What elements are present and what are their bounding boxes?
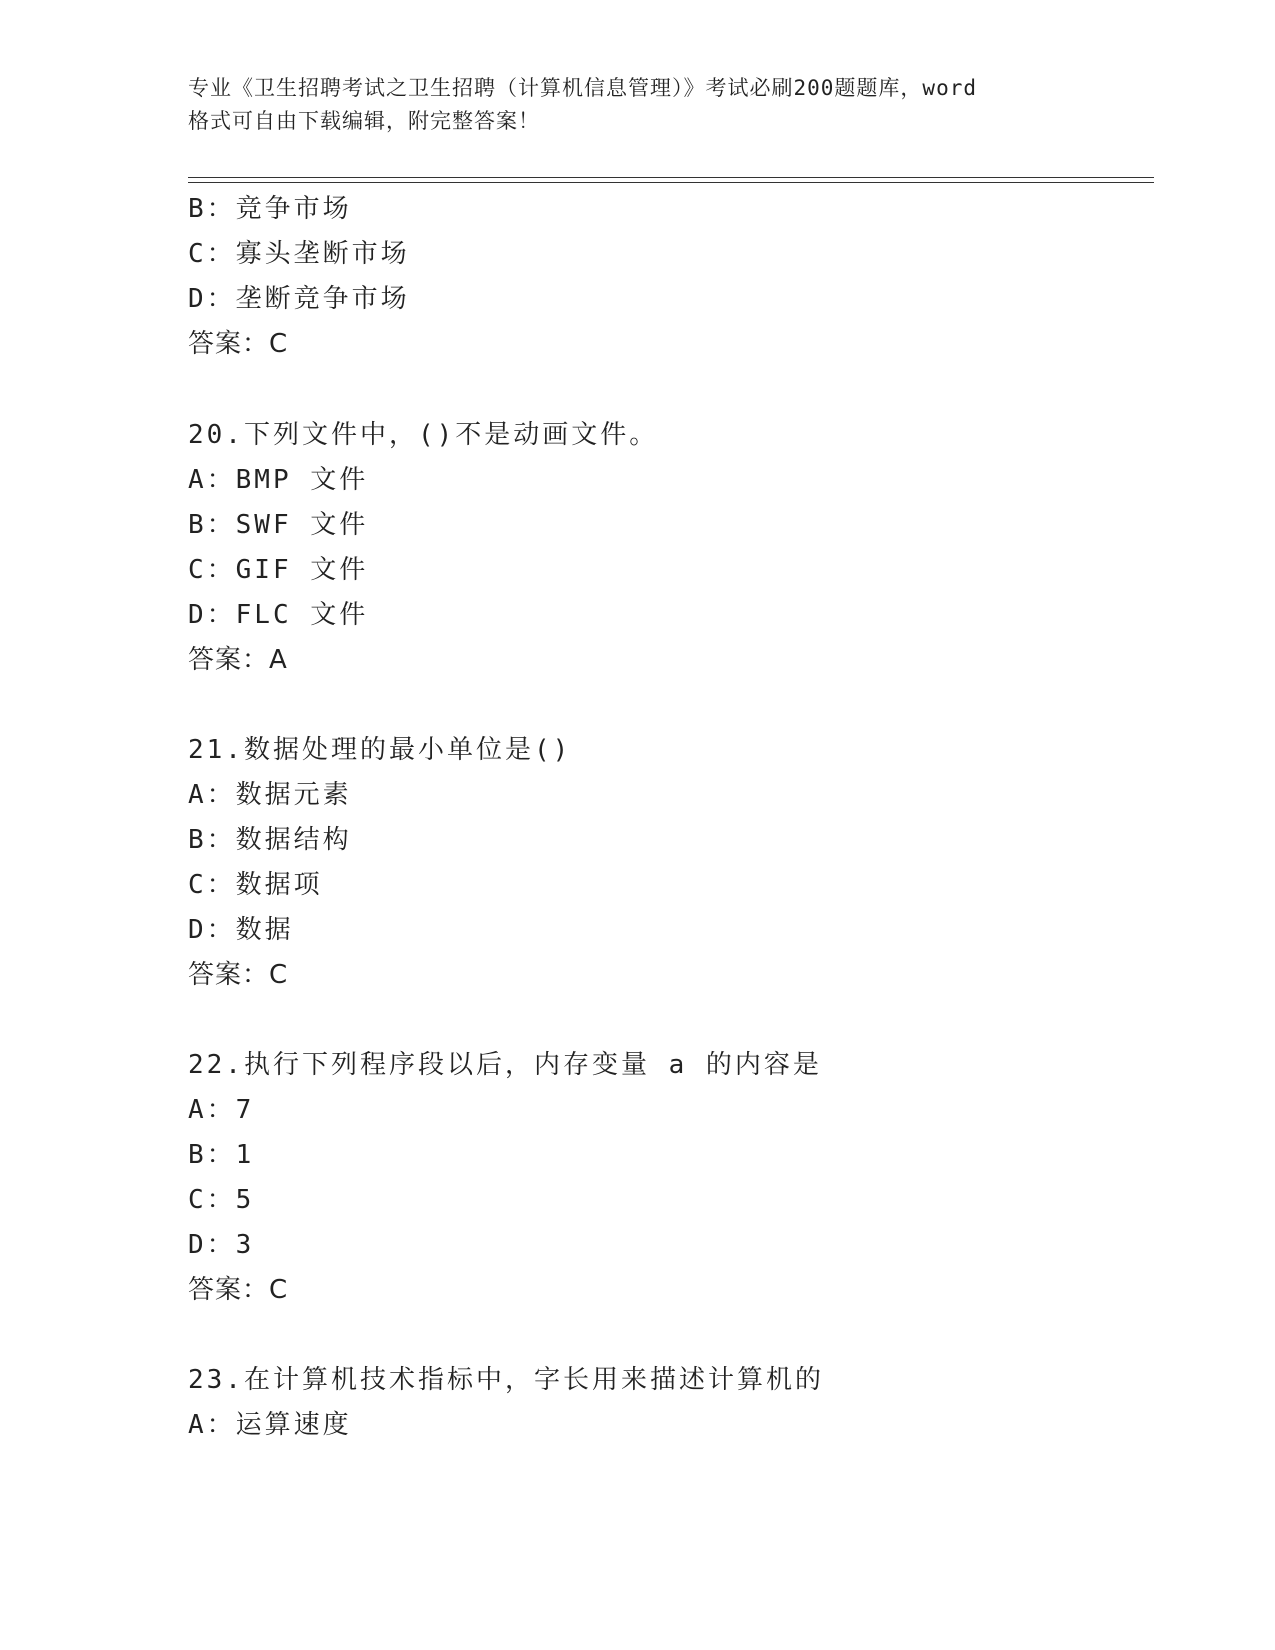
header-divider-top: [188, 177, 1154, 178]
question-21-option-b: B：数据结构: [188, 825, 352, 855]
question-22-option-a: A：7: [188, 1095, 255, 1125]
question-20-option-d: D：FLC 文件: [188, 600, 369, 630]
question-20-text: 20.下列文件中，()不是动画文件。: [188, 420, 659, 450]
question-20-option-a: A：BMP 文件: [188, 465, 369, 495]
question-22-answer: 答案：C: [188, 1275, 289, 1305]
document-header: [188, 72, 1088, 138]
question-21-option-d: D：数据: [188, 915, 294, 945]
question-21-option-a: A：数据元素: [188, 780, 352, 810]
question-23-option-a: A：运算速度: [188, 1410, 352, 1440]
header-title-line-1: 专业《卫生招聘考试之卫生招聘（计算机信息管理）》考试必刷200题题库，word: [188, 76, 977, 100]
header-divider-bottom: [188, 182, 1154, 183]
question-20-option-c: C：GIF 文件: [188, 555, 369, 585]
question-20-option-b: B：SWF 文件: [188, 510, 369, 540]
header-title-line-2: 格式可自由下载编辑，附完整答案！: [188, 109, 540, 133]
option-b: B：竞争市场: [188, 194, 352, 224]
question-21-text: 21.数据处理的最小单位是(): [188, 735, 572, 765]
question-22-text: 22.执行下列程序段以后，内存变量 a 的内容是: [188, 1050, 822, 1080]
question-22-option-b: B：1: [188, 1140, 255, 1170]
question-21-answer: 答案：C: [188, 960, 289, 990]
question-22-option-d: D：3: [188, 1230, 255, 1260]
option-d: D：垄断竞争市场: [188, 284, 410, 314]
question-20-answer: 答案：A: [188, 645, 288, 675]
question-23-text: 23.在计算机技术指标中，字长用来描述计算机的: [188, 1365, 824, 1395]
option-c: C：寡头垄断市场: [188, 239, 410, 269]
question-22-option-c: C：5: [188, 1185, 255, 1215]
question-21-option-c: C：数据项: [188, 870, 323, 900]
answer-label: 答案：C: [188, 329, 289, 359]
